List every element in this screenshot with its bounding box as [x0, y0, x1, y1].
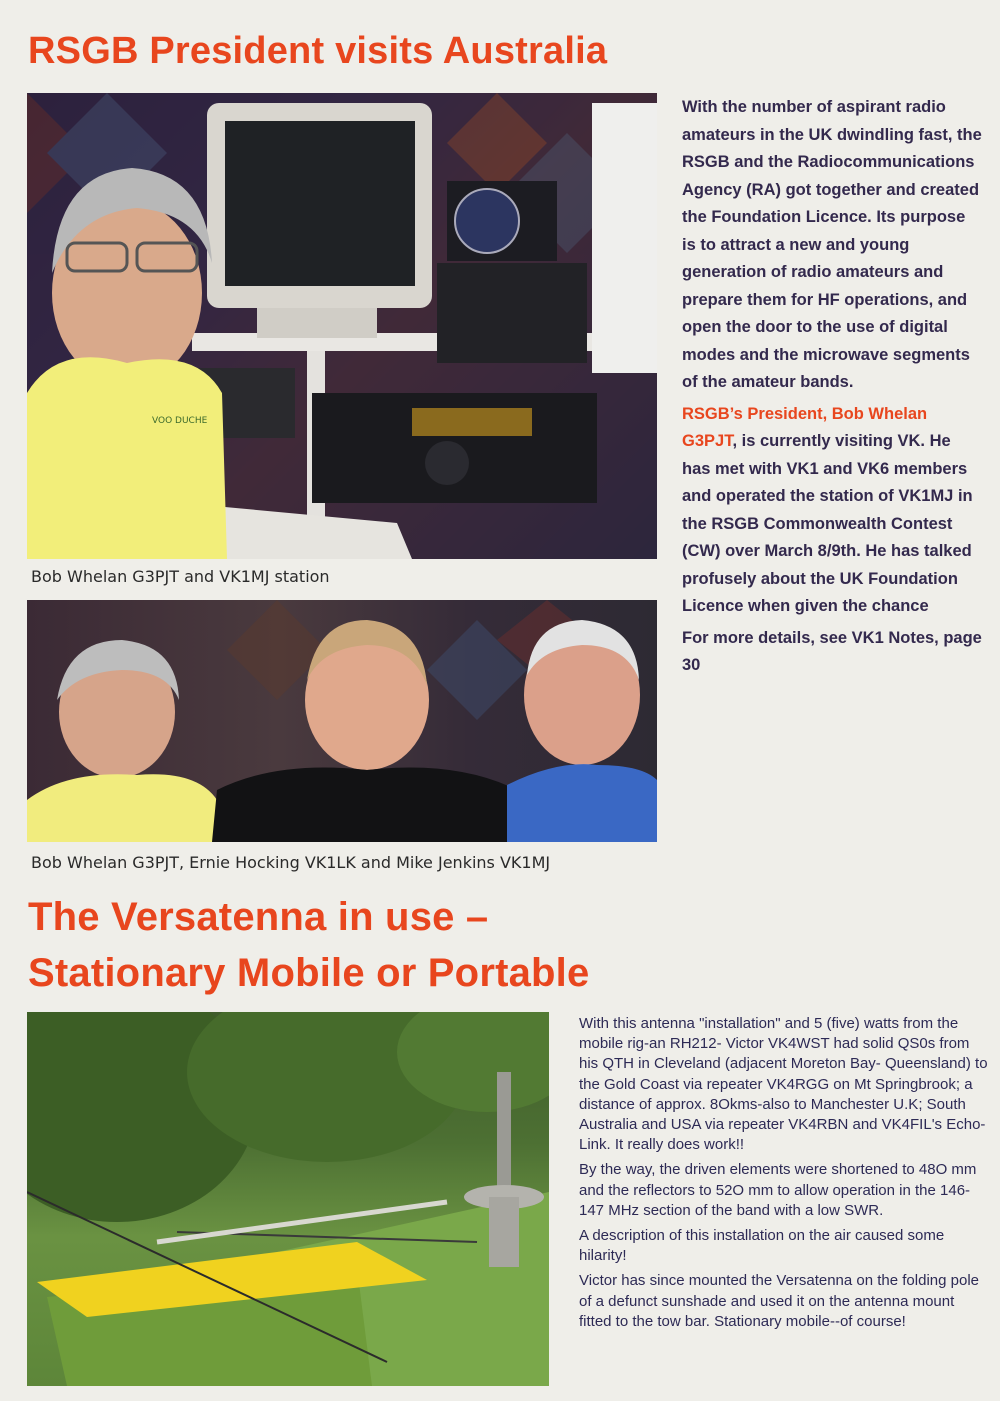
president-highlight: RSGB’s President, Bob Whelan G3PJT — [682, 404, 928, 450]
article2-title-line2: Stationary Mobile or Portable — [28, 951, 590, 995]
photo-antenna-illustration — [27, 1012, 549, 1386]
article1-paragraph-2-rest: , is currently visiting VK. He has met with VK1 and VK6 members and operated the station of VK1MJ in the RSGB Commonwealth Contest (CW) over March 8/9th. He has talked profusely about the UK Foundation Licence when given the chance — [682, 432, 973, 615]
article2-paragraph-3: A description of this installation on the air caused some hilarity! — [579, 1227, 945, 1265]
article2-paragraph-2: By the way, the driven elements were shortened to 48O mm and the reflectors to 52O mm to allow operation in the 146-147 MHz section of the band with a low SWR. — [579, 1161, 977, 1219]
photo-group-illustration — [27, 600, 657, 842]
article2-paragraph-1: With this antenna "installation" and 5 (five) watts from the mobile rig-an RH212- Victor VK4WST had solid QS0s from his QTH in Cleveland (adjacent Moreton Bay- Queensland) to the Gold Coast via repeater VK4RGG on Mt Springbrook; a distance of approx. 8Okms-also to Manchester U.K; South Australia and USA via repeater VK4RBN and VK4FIL's Echo-Link. It really does work!! — [579, 1015, 988, 1154]
photo-station — [27, 93, 657, 559]
article2-paragraph-4: Victor has since mounted the Versatenna on the folding pole of a defunct sunshade and used it on the antenna mount fitted to the tow bar. Stationary mobile--of course! — [579, 1272, 979, 1330]
article1-body — [682, 94, 982, 684]
photo1-caption: Bob Whelan G3PJT and VK1MJ station — [31, 567, 330, 586]
article1-title: RSGB President visits Australia — [28, 30, 608, 72]
photo-antenna-installation — [27, 1012, 549, 1386]
article1-paragraph-1: With the number of aspirant radio amateurs in the UK dwindling fast, the RSGB and the Radiocommunications Agency (RA) got together and created the Foundation Licence. Its purpose is to attract a new and young generation of radio amateurs and prepare them for HF operations, and open the door to the use of digital modes and the microwave segments of the amateur bands. — [682, 98, 982, 391]
photo-station-illustration — [27, 93, 657, 559]
shirt-text: VOO DUCHE — [152, 416, 208, 426]
article1-paragraph-2 — [682, 401, 982, 621]
photo-group — [27, 600, 657, 842]
photo2-caption: Bob Whelan G3PJT, Ernie Hocking VK1LK and Mike Jenkins VK1MJ — [31, 853, 551, 872]
article2-body — [579, 1014, 989, 1337]
article1-paragraph-3: For more details, see VK1 Notes, page 30 — [682, 628, 982, 674]
article2-title-line1: The Versatenna in use – — [28, 895, 489, 939]
